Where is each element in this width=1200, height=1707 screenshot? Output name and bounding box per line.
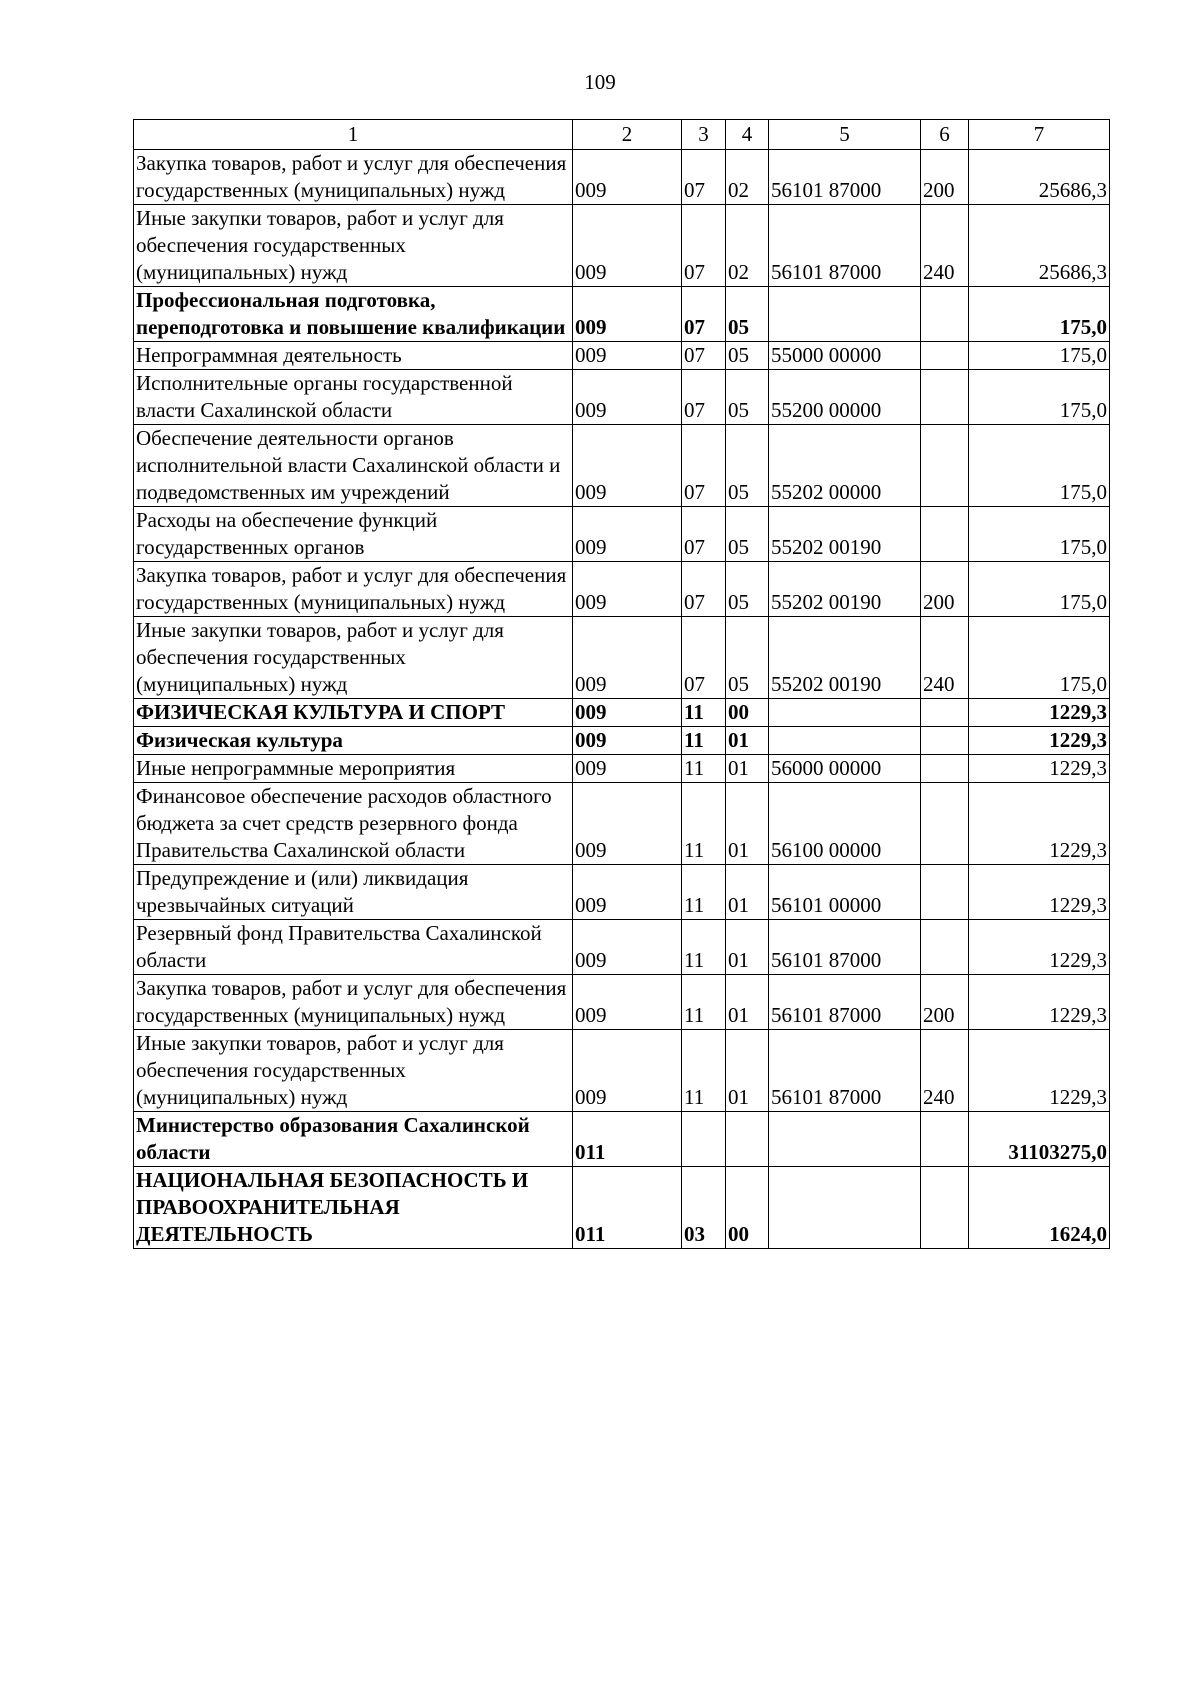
row-code-subsection-cell: 05	[726, 507, 769, 562]
row-code-subsection-cell: 01	[726, 755, 769, 783]
row-sum-cell: 175,0	[969, 617, 1110, 699]
row-code-subsection-cell: 05	[726, 342, 769, 370]
row-code-section-cell: 11	[682, 727, 726, 755]
row-name-cell: Резервный фонд Правительства Сахалинской области	[134, 920, 573, 975]
table-header-row	[134, 120, 1110, 150]
row-code-target-cell: 55000 00000	[769, 342, 921, 370]
row-code-expense-type-cell	[921, 1167, 969, 1249]
table-row	[134, 1167, 1110, 1249]
row-name-cell: Физическая культура	[134, 727, 573, 755]
row-code-subsection-cell: 02	[726, 150, 769, 205]
row-code-ministry-cell: 009	[573, 342, 682, 370]
row-code-target-cell: 56101 87000	[769, 150, 921, 205]
row-sum-cell: 175,0	[969, 287, 1110, 342]
row-code-subsection-cell: 01	[726, 865, 769, 920]
row-code-section-cell: 07	[682, 507, 726, 562]
row-code-expense-type-cell	[921, 287, 969, 342]
table-row	[134, 425, 1110, 507]
header-cell: 4	[726, 120, 769, 150]
row-code-section-cell: 11	[682, 920, 726, 975]
row-code-subsection-cell: 01	[726, 920, 769, 975]
row-code-subsection-cell: 05	[726, 370, 769, 425]
row-name-cell: Иные закупки товаров, работ и услуг для обеспечения государственных (муниципальных) нужд	[134, 617, 573, 699]
row-code-subsection-cell: 00	[726, 699, 769, 727]
row-code-section-cell: 07	[682, 342, 726, 370]
row-code-expense-type-cell	[921, 342, 969, 370]
header-cell: 7	[969, 120, 1110, 150]
row-code-target-cell	[769, 1167, 921, 1249]
row-code-subsection-cell: 05	[726, 562, 769, 617]
header-cell: 1	[134, 120, 573, 150]
row-code-subsection-cell: 01	[726, 783, 769, 865]
table-row	[134, 783, 1110, 865]
table-row	[134, 755, 1110, 783]
row-code-target-cell: 55202 00000	[769, 425, 921, 507]
row-code-section-cell: 07	[682, 370, 726, 425]
row-code-target-cell: 56000 00000	[769, 755, 921, 783]
row-code-expense-type-cell	[921, 1112, 969, 1167]
row-code-expense-type-cell	[921, 865, 969, 920]
row-name-cell: Исполнительные органы государственной власти Сахалинской области	[134, 370, 573, 425]
row-code-expense-type-cell	[921, 507, 969, 562]
row-code-target-cell	[769, 727, 921, 755]
row-code-expense-type-cell	[921, 920, 969, 975]
row-code-expense-type-cell	[921, 727, 969, 755]
row-code-subsection-cell: 02	[726, 205, 769, 287]
table-row	[134, 617, 1110, 699]
row-sum-cell: 1229,3	[969, 865, 1110, 920]
row-code-section-cell	[682, 1112, 726, 1167]
row-sum-cell: 1229,3	[969, 920, 1110, 975]
row-sum-cell: 31103275,0	[969, 1112, 1110, 1167]
row-code-section-cell: 07	[682, 205, 726, 287]
row-code-target-cell	[769, 287, 921, 342]
row-sum-cell: 1229,3	[969, 727, 1110, 755]
table-row	[134, 205, 1110, 287]
table-row	[134, 865, 1110, 920]
row-code-expense-type-cell: 200	[921, 150, 969, 205]
table-row	[134, 150, 1110, 205]
row-code-section-cell: 11	[682, 783, 726, 865]
table-row	[134, 342, 1110, 370]
row-code-expense-type-cell	[921, 755, 969, 783]
row-name-cell: Иные закупки товаров, работ и услуг для обеспечения государственных (муниципальных) нужд	[134, 205, 573, 287]
row-code-expense-type-cell: 240	[921, 1030, 969, 1112]
row-sum-cell: 175,0	[969, 370, 1110, 425]
row-code-subsection-cell: 01	[726, 1030, 769, 1112]
row-code-expense-type-cell	[921, 370, 969, 425]
header-cell: 2	[573, 120, 682, 150]
row-code-expense-type-cell	[921, 425, 969, 507]
row-code-ministry-cell: 009	[573, 920, 682, 975]
row-sum-cell: 175,0	[969, 425, 1110, 507]
row-sum-cell: 1229,3	[969, 975, 1110, 1030]
row-code-ministry-cell: 009	[573, 1030, 682, 1112]
row-code-subsection-cell: 05	[726, 287, 769, 342]
table-row	[134, 920, 1110, 975]
row-name-cell: Профессиональная подготовка, переподготовка и повышение квалификации	[134, 287, 573, 342]
row-code-ministry-cell: 009	[573, 975, 682, 1030]
row-name-cell: Иные непрограммные мероприятия	[134, 755, 573, 783]
header-cell: 5	[769, 120, 921, 150]
row-sum-cell: 1229,3	[969, 783, 1110, 865]
row-name-cell: Финансовое обеспечение расходов областного бюджета за счет средств резервного фонда Правительства Сахалинской области	[134, 783, 573, 865]
row-code-target-cell: 56101 00000	[769, 865, 921, 920]
row-name-cell: Закупка товаров, работ и услуг для обеспечения государственных (муниципальных) нужд	[134, 150, 573, 205]
row-code-ministry-cell: 009	[573, 425, 682, 507]
row-name-cell: ФИЗИЧЕСКАЯ КУЛЬТУРА И СПОРТ	[134, 699, 573, 727]
row-code-target-cell: 55202 00190	[769, 507, 921, 562]
row-code-section-cell: 07	[682, 287, 726, 342]
row-code-section-cell: 11	[682, 865, 726, 920]
row-name-cell: Непрограммная деятельность	[134, 342, 573, 370]
row-code-expense-type-cell: 200	[921, 975, 969, 1030]
table-row	[134, 562, 1110, 617]
row-code-expense-type-cell	[921, 783, 969, 865]
row-code-expense-type-cell: 240	[921, 205, 969, 287]
row-sum-cell: 25686,3	[969, 150, 1110, 205]
header-cell: 6	[921, 120, 969, 150]
row-code-ministry-cell: 009	[573, 205, 682, 287]
row-code-section-cell: 11	[682, 699, 726, 727]
row-code-ministry-cell: 009	[573, 727, 682, 755]
row-code-section-cell: 07	[682, 562, 726, 617]
row-code-section-cell: 07	[682, 425, 726, 507]
row-code-expense-type-cell: 240	[921, 617, 969, 699]
row-code-ministry-cell: 011	[573, 1167, 682, 1249]
table-row	[134, 699, 1110, 727]
row-code-subsection-cell	[726, 1112, 769, 1167]
row-sum-cell: 25686,3	[969, 205, 1110, 287]
row-code-target-cell: 55202 00190	[769, 617, 921, 699]
row-code-ministry-cell: 009	[573, 617, 682, 699]
row-code-target-cell	[769, 1112, 921, 1167]
row-code-section-cell: 11	[682, 755, 726, 783]
row-name-cell: НАЦИОНАЛЬНАЯ БЕЗОПАСНОСТЬ И ПРАВООХРАНИТЕЛЬНАЯ ДЕЯТЕЛЬНОСТЬ	[134, 1167, 573, 1249]
row-sum-cell: 1229,3	[969, 699, 1110, 727]
row-sum-cell: 1624,0	[969, 1167, 1110, 1249]
row-code-target-cell: 55200 00000	[769, 370, 921, 425]
row-sum-cell: 175,0	[969, 562, 1110, 617]
header-cell: 3	[682, 120, 726, 150]
row-code-expense-type-cell: 200	[921, 562, 969, 617]
row-sum-cell: 175,0	[969, 507, 1110, 562]
row-name-cell: Закупка товаров, работ и услуг для обеспечения государственных (муниципальных) нужд	[134, 562, 573, 617]
table-row	[134, 1030, 1110, 1112]
row-code-target-cell: 55202 00190	[769, 562, 921, 617]
row-code-target-cell: 56101 87000	[769, 205, 921, 287]
row-code-subsection-cell: 05	[726, 425, 769, 507]
row-code-subsection-cell: 00	[726, 1167, 769, 1249]
row-sum-cell: 1229,3	[969, 1030, 1110, 1112]
table-row	[134, 975, 1110, 1030]
table-row	[134, 727, 1110, 755]
row-code-section-cell: 11	[682, 975, 726, 1030]
row-code-ministry-cell: 009	[573, 562, 682, 617]
row-code-section-cell: 03	[682, 1167, 726, 1249]
budget-table	[133, 119, 1110, 1249]
row-sum-cell: 1229,3	[969, 755, 1110, 783]
row-code-ministry-cell: 009	[573, 150, 682, 205]
row-name-cell: Обеспечение деятельности органов исполнительной власти Сахалинской области и подведомственных им учреждений	[134, 425, 573, 507]
row-name-cell: Министерство образования Сахалинской области	[134, 1112, 573, 1167]
page-number: 109	[584, 70, 616, 94]
row-name-cell: Расходы на обеспечение функций государственных органов	[134, 507, 573, 562]
row-code-target-cell: 56100 00000	[769, 783, 921, 865]
row-code-ministry-cell: 009	[573, 370, 682, 425]
row-code-target-cell: 56101 87000	[769, 1030, 921, 1112]
row-code-target-cell: 56101 87000	[769, 920, 921, 975]
row-sum-cell: 175,0	[969, 342, 1110, 370]
table-row	[134, 287, 1110, 342]
row-code-ministry-cell: 009	[573, 507, 682, 562]
table-row	[134, 507, 1110, 562]
row-code-ministry-cell: 009	[573, 865, 682, 920]
row-name-cell: Закупка товаров, работ и услуг для обеспечения государственных (муниципальных) нужд	[134, 975, 573, 1030]
row-code-ministry-cell: 009	[573, 287, 682, 342]
row-code-subsection-cell: 01	[726, 975, 769, 1030]
row-code-ministry-cell: 009	[573, 783, 682, 865]
row-code-section-cell: 07	[682, 617, 726, 699]
row-code-section-cell: 07	[682, 150, 726, 205]
table-row	[134, 1112, 1110, 1167]
row-code-target-cell: 56101 87000	[769, 975, 921, 1030]
table-row	[134, 370, 1110, 425]
row-code-target-cell	[769, 699, 921, 727]
row-code-subsection-cell: 05	[726, 617, 769, 699]
row-code-ministry-cell: 009	[573, 699, 682, 727]
row-code-section-cell: 11	[682, 1030, 726, 1112]
row-name-cell: Иные закупки товаров, работ и услуг для обеспечения государственных (муниципальных) нужд	[134, 1030, 573, 1112]
row-code-subsection-cell: 01	[726, 727, 769, 755]
row-code-ministry-cell: 011	[573, 1112, 682, 1167]
row-code-ministry-cell: 009	[573, 755, 682, 783]
row-code-expense-type-cell	[921, 699, 969, 727]
row-name-cell: Предупреждение и (или) ликвидация чрезвычайных ситуаций	[134, 865, 573, 920]
